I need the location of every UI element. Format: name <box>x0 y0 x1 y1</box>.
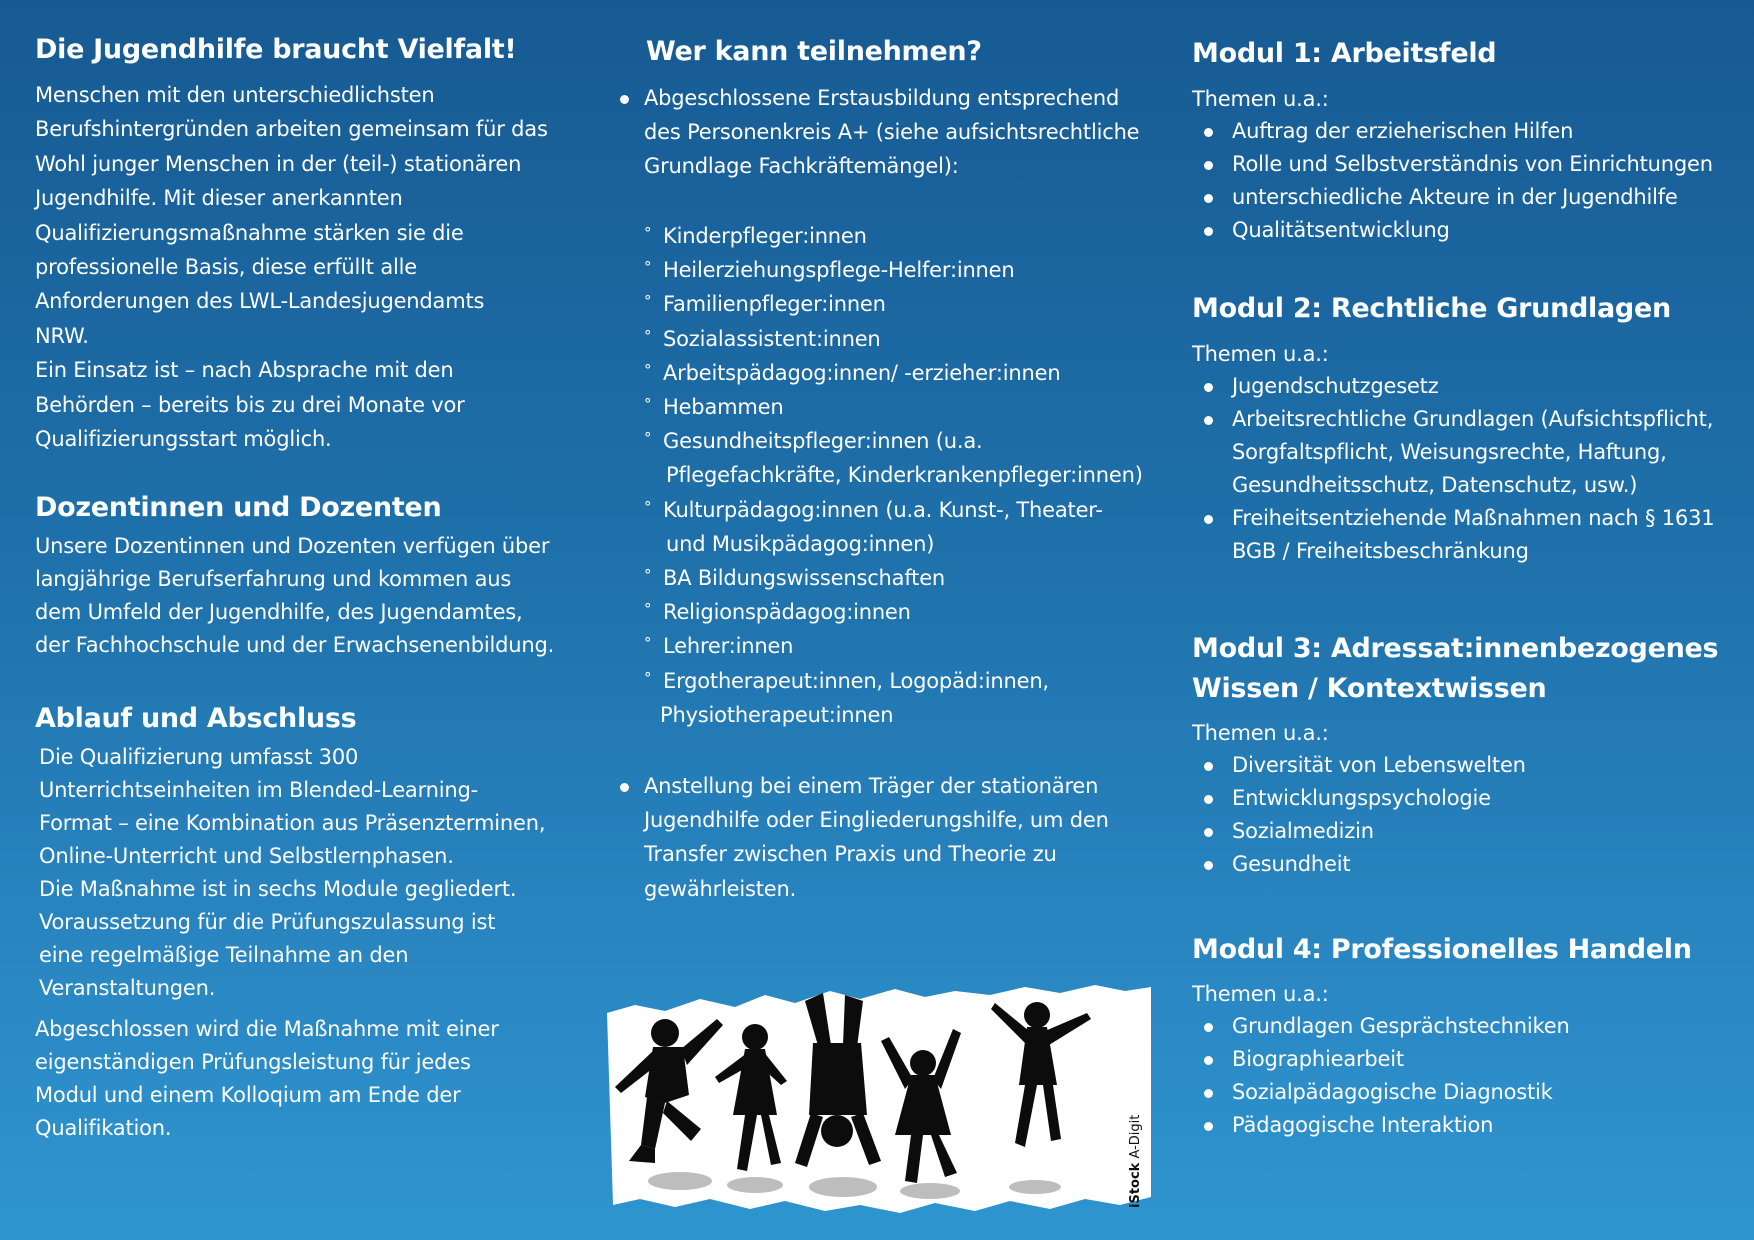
degree-mark-icon: ° <box>644 566 652 585</box>
degree-mark-icon: ° <box>644 497 652 516</box>
degree-mark-icon: ° <box>644 224 652 242</box>
themen-label: Themen u.a.: <box>1192 982 1329 1006</box>
list-item: ° Kinderpfleger:innen <box>644 219 1184 253</box>
module-4-title: Modul 4: Professionelles Handeln <box>1192 934 1692 965</box>
degree-mark-icon: ° <box>644 395 652 414</box>
bullet-dot-icon <box>1204 762 1213 771</box>
list-item: ° Religionspädagog:innen <box>644 595 1184 629</box>
shadow <box>900 1183 960 1199</box>
list-item: ° Sozialassistent:innen <box>644 322 1184 356</box>
module-2-list <box>1192 370 1714 568</box>
text-line: dem Umfeld der Jugendhilfe, des Jugendamtes, <box>35 600 523 624</box>
list-item: ° Familienpfleger:innen <box>644 287 1184 321</box>
list-item: ° Ergotherapeut:innen, Logopäd:innen, Physiotherapeut:innen <box>644 664 1184 732</box>
heading-vielfalt: Die Jugendhilfe braucht Vielfalt! <box>35 34 517 65</box>
bullet-dot-icon <box>1204 161 1213 170</box>
text-line: gewährleisten. <box>644 876 797 901</box>
text-line: Wohl junger Menschen in der (teil-) stationären <box>35 151 522 176</box>
heading-ablauf: Ablauf und Abschluss <box>35 703 357 734</box>
bullet-dot-icon <box>1204 1023 1213 1032</box>
text-line: Behörden – bereits bis zu drei Monate vor <box>35 392 465 417</box>
text-line: Jugendhilfe oder Eingliederungshilfe, um den <box>644 808 1109 833</box>
degree-mark-icon: ° <box>644 668 652 687</box>
text-line: Qualifikation. <box>35 1116 172 1140</box>
list-item: ° Kulturpädagog:innen (u.a. Kunst-, Theater- und Musikpädagog:innen) <box>644 493 1184 561</box>
text-line: Menschen mit den unterschiedlichsten <box>35 83 435 107</box>
text-line: NRW. <box>35 323 89 348</box>
list-item: ° BA Bildungswissenschaften <box>644 561 1184 595</box>
bullet-dot-icon <box>1204 861 1213 870</box>
module-1-list <box>1192 115 1713 247</box>
text-line: Die Qualifizierung umfasst 300 <box>39 745 359 769</box>
list-item: ° Arbeitspädagog:innen/ -erzieher:innen <box>644 356 1184 390</box>
bullet-dot-icon <box>1204 1056 1213 1065</box>
text-line: der Fachhochschule und der Erwachsenenbildung. <box>35 633 555 657</box>
list-item: Freiheitsentziehende Maßnahmen nach § 1631 BGB / Freiheitsbeschränkung <box>1192 502 1714 568</box>
bullet-dot-icon <box>1204 795 1213 804</box>
module-2-title: Modul 2: Rechtliche Grundlagen <box>1192 293 1671 324</box>
list-item: Jugendschutzgesetz <box>1192 370 1714 403</box>
bullet-dot-icon <box>1204 128 1213 137</box>
text-line: Format – eine Kombination aus Präsenzterminen, <box>39 811 546 835</box>
abschluss-text <box>35 1013 499 1145</box>
text-line: Online-Unterricht und Selbstlernphasen. <box>39 844 454 868</box>
bullet-anstellung <box>644 769 1164 906</box>
text-line: Ein Einsatz ist – nach Absprache mit den <box>35 358 454 383</box>
list-item: Gesundheit <box>1192 848 1526 881</box>
module-3-title: Modul 3: Adressat:innenbezogenes Wissen / Kontextwissen <box>1192 633 1719 704</box>
text-line: eine regelmäßige Teilnahme an den <box>39 943 409 967</box>
text-line: Berufshintergründen arbeiten gemeinsam für das <box>35 117 548 142</box>
degree-mark-icon: ° <box>644 292 652 311</box>
bullet-dot-icon <box>1204 1089 1213 1098</box>
list-item: Sozialpädagogische Diagnostik <box>1192 1076 1570 1109</box>
image-credit: iStock A-Digit <box>1128 1114 1143 1208</box>
shadow <box>648 1172 712 1190</box>
jumping-children-image <box>605 985 1153 1213</box>
degree-mark-icon: ° <box>644 326 652 345</box>
heading-dozenten: Dozentinnen und Dozenten <box>35 492 442 523</box>
shadow <box>809 1177 877 1197</box>
list-item: Sozialmedizin <box>1192 815 1526 848</box>
text-line: Anforderungen des LWL-Landesjugendamts <box>35 289 485 314</box>
bullet-dot-icon <box>1204 383 1213 392</box>
list-item: Arbeitsrechtliche Grundlagen (Aufsichtspflicht, Sorgfaltspflicht, Weisungsrechte, Haftung, Gesundheitsschutz, Datenschutz, usw.) <box>1192 403 1714 502</box>
module-1-title: Modul 1: Arbeitsfeld <box>1192 38 1497 69</box>
themen-label: Themen u.a.: <box>1192 721 1329 745</box>
degree-mark-icon: ° <box>644 600 652 619</box>
text-line: Qualifizierungsstart möglich. <box>35 427 332 452</box>
list-item: Diversität von Lebenswelten <box>1192 749 1526 782</box>
list-item: Rolle und Selbstverständnis von Einrichtungen <box>1192 148 1713 181</box>
bullet-dot-icon <box>1204 1122 1213 1131</box>
bullet-dot-icon <box>1204 515 1213 524</box>
degree-mark-icon: ° <box>644 258 652 277</box>
list-item: Entwicklungspsychologie <box>1192 782 1526 815</box>
text-line: Abgeschlossene Erstausbildung entsprechend <box>644 86 1120 110</box>
text-line: Voraussetzung für die Prüfungszulassung ist <box>39 910 496 934</box>
text-line: des Personenkreis A+ (siehe aufsichtsrechtliche <box>644 120 1140 145</box>
text-line: Jugendhilfe. Mit dieser anerkannten <box>35 186 403 211</box>
bullet-dot-icon <box>1204 227 1213 236</box>
heading-teilnehmen: Wer kann teilnehmen? <box>646 36 982 67</box>
text-line: eigenständigen Prüfungsleistung für jedes <box>35 1050 471 1074</box>
text-line: Qualifizierungsmaßnahme stärken sie die <box>35 220 464 245</box>
text-line: Modul und einem Kolloqium am Ende der <box>35 1083 461 1107</box>
bullet-dot-icon <box>1204 416 1213 425</box>
text-line: Abgeschlossen wird die Maßnahme mit einer <box>35 1017 499 1041</box>
module-3-list <box>1192 749 1526 881</box>
bullet-erstausbildung <box>644 81 1164 184</box>
bullet-dot-icon <box>1204 194 1213 203</box>
list-item: Biographiearbeit <box>1192 1043 1570 1076</box>
list-item: ° Hebammen <box>644 390 1184 424</box>
degree-mark-icon: ° <box>644 360 652 379</box>
list-item: ° Gesundheitspfleger:innen (u.a. Pflegefachkräfte, Kinderkrankenpfleger:innen) <box>644 424 1184 492</box>
text-line: langjährige Berufserfahrung und kommen aus <box>35 567 512 591</box>
degree-mark-icon: ° <box>644 429 652 448</box>
ablauf-text <box>39 741 545 1005</box>
text-line: Grundlage Fachkräftemängel): <box>644 154 959 179</box>
themen-label: Themen u.a.: <box>1192 87 1329 111</box>
text-line: Die Maßnahme ist in sechs Module gegliedert. <box>39 877 517 901</box>
list-item: Grundlagen Gesprächstechniken <box>1192 1010 1570 1043</box>
list-item: ° Lehrer:innen <box>644 629 1184 663</box>
bullet-dot-icon <box>1204 828 1213 837</box>
text-line: professionelle Basis, diese erfüllt alle <box>35 255 417 280</box>
shadow <box>727 1177 783 1193</box>
degree-mark-icon: ° <box>644 634 652 653</box>
vielfalt-text <box>35 78 580 456</box>
text-line: Unterrichtseinheiten im Blended-Learning- <box>39 778 479 802</box>
text-line: Veranstaltungen. <box>39 976 216 1000</box>
shadow <box>1009 1180 1061 1194</box>
text-line: Unsere Dozentinnen und Dozenten verfügen über <box>35 534 550 558</box>
list-item: Auftrag der erzieherischen Hilfen <box>1192 115 1713 148</box>
list-item: unterschiedliche Akteure in der Jugendhilfe <box>1192 181 1713 214</box>
text-line: Transfer zwischen Praxis und Theorie zu <box>644 842 1057 867</box>
bullet-dot-icon <box>620 783 629 792</box>
profession-list <box>644 219 1184 732</box>
dozenten-text <box>35 530 554 662</box>
list-item: ° Heilerziehungspflege-Helfer:innen <box>644 253 1184 287</box>
text-line: Anstellung bei einem Träger der stationären <box>644 774 1099 798</box>
bullet-dot-icon <box>620 95 629 104</box>
list-item: Qualitätsentwicklung <box>1192 214 1713 247</box>
themen-label: Themen u.a.: <box>1192 342 1329 366</box>
module-4-list <box>1192 1010 1570 1142</box>
list-item: Pädagogische Interaktion <box>1192 1109 1570 1142</box>
